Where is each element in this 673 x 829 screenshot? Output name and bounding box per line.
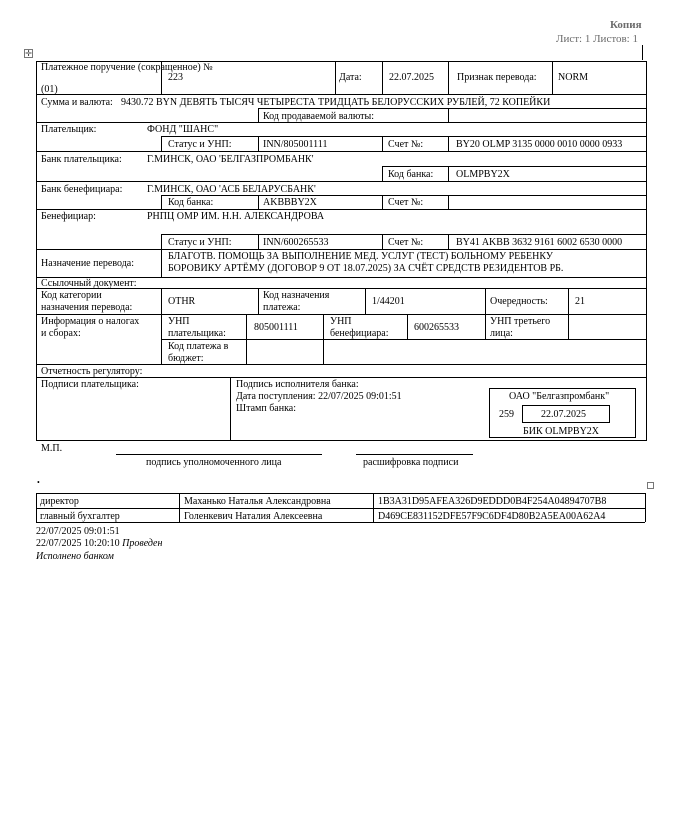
sheet-count: Лист: 1 Листов: 1	[556, 33, 638, 45]
payer-label: Плательщик:	[41, 124, 97, 135]
decryption-signature-line	[356, 454, 473, 455]
beneficiary-bank-account-label: Счет №:	[388, 197, 424, 208]
beneficiary-bank-name: Г.МИНСК, ОАО 'АСБ БЕЛАРУСБАНК'	[147, 184, 316, 195]
payer-account: BY20 OLMP 3135 0000 0010 0000 0933	[456, 139, 623, 150]
order-number-code: (01)	[41, 84, 58, 95]
payment-purpose-label-2: платежа:	[263, 302, 301, 313]
category-label-2: назначения перевода:	[41, 302, 133, 313]
transfer-sign-label: Признак перевода:	[457, 72, 537, 83]
third-party-unp-label-1: УНП третьего	[490, 316, 551, 327]
bullet-marker: •	[37, 478, 40, 487]
payer-account-label: Счет №:	[388, 139, 424, 150]
payer-bank-code-label: Код банка:	[388, 169, 434, 180]
beneficiary-bank-code-label: Код банка:	[168, 197, 214, 208]
taxes-label-2: и сборах:	[41, 328, 81, 339]
stamp-bank-name: ОАО "Белгазпромбанк"	[509, 391, 610, 402]
payment-purpose-label-1: Код назначения	[263, 290, 330, 301]
log-entry-2-status: Проведен	[122, 538, 163, 549]
reference-label: Ссылочный документ:	[41, 278, 137, 289]
date-label: Дата:	[339, 72, 362, 83]
amount-label: Сумма и валюта:	[41, 97, 113, 108]
authorized-signature-line	[116, 454, 322, 455]
move-icon[interactable]: ✛	[25, 49, 32, 58]
category-code: OTHR	[168, 296, 196, 307]
payer-unp-label-1: УНП	[168, 316, 190, 327]
budget-code-label-1: Код платежа в	[168, 341, 229, 352]
purpose-label: Назначение перевода:	[41, 258, 135, 269]
amount-value: 9430.72 BYN ДЕВЯТЬ ТЫСЯЧ ЧЕТЫРЕСТА ТРИДЦАТЬ БЕЛОРУССКИХ РУБЛЕЙ, 72 КОПЕЙКИ	[121, 97, 551, 108]
payer-name: ФОНД "ШАНС"	[147, 124, 219, 135]
signer-hash: D469CE831152DFE57F9C6DF4D80B2A5EA00A62A4	[378, 511, 606, 522]
beneficiary-status-label: Статус и УНП:	[168, 237, 232, 248]
header-tick	[642, 45, 643, 60]
sold-currency-label: Код продаваемой валюты:	[263, 111, 375, 122]
log-entry-2-time: 22/07/2025 10:20:10	[36, 538, 120, 549]
purpose-line-2: БОРОВИКУ АРТЁМУ (ДОГОВОР 9 ОТ 18.07.2025) ЗА СЧЁТ СРЕДСТВ РЕЗИДЕНТОВ РБ.	[168, 263, 564, 274]
payer-status-label: Статус и УНП:	[168, 139, 232, 150]
log-entry-1: 22/07/2025 09:01:51	[36, 526, 120, 537]
purpose-line-1: БЛАГОТВ. ПОМОЩЬ ЗА ВЫПОЛНЕНИЕ МЕД. УСЛУГ (ТЕСТ) БОЛЬНОМУ РЕБЕНКУ	[168, 251, 553, 262]
beneficiary-account: BY41 AKBB 3632 9161 6002 6530 0000	[456, 237, 623, 248]
beneficiary-bank-label: Банк бенефициара:	[41, 184, 123, 195]
budget-code-label-2: бюджет:	[168, 353, 204, 364]
stamp-date: 22.07.2025	[541, 409, 586, 420]
beneficiary-name: РНПЦ ОМР ИМ. Н.Н. АЛЕКСАНДРОВА	[147, 211, 325, 222]
mp-label: М.П.	[41, 443, 63, 454]
payer-bank-code: OLMPBY2X	[456, 169, 510, 180]
stamp-bic: БИК OLMPBY2X	[523, 426, 600, 437]
payer-status-value: INN/805001111	[263, 139, 328, 150]
payer-bank-label: Банк плательщика:	[41, 154, 122, 165]
beneficiary-unp-label-1: УНП	[330, 316, 352, 327]
transfer-sign: NORM	[558, 72, 589, 83]
beneficiary-label: Бенефициар:	[41, 211, 96, 222]
resize-handle-icon[interactable]	[647, 482, 654, 489]
log-entry-2	[36, 538, 162, 549]
authorized-caption: подпись уполномоченного лица	[146, 457, 282, 468]
priority-label: Очередность:	[490, 296, 548, 307]
beneficiary-bank-code: AKBBBY2X	[263, 197, 317, 208]
taxes-label-1: Информация о налогах	[41, 316, 140, 327]
beneficiary-account-label: Счет №:	[388, 237, 424, 248]
stamp-branch: 259	[499, 409, 514, 420]
signer-name: Маханько Наталья Александровна	[184, 496, 331, 507]
beneficiary-status-value: INN/600265533	[263, 237, 329, 248]
copy-label: Копия	[610, 19, 642, 31]
payer-signatures-label: Подписи плательщика:	[41, 379, 139, 390]
beneficiary-unp-label-2: бенефициара:	[330, 328, 389, 339]
order-date: 22.07.2025	[389, 72, 434, 83]
regulator-label: Отчетность регулятору:	[41, 366, 143, 377]
signer-name: Голенкевич Наталия Алексеевна	[184, 511, 323, 522]
payer-unp-value: 805001111	[254, 322, 298, 333]
priority-value: 21	[575, 296, 585, 307]
bank-stamp-label: Штамп банка:	[236, 403, 296, 414]
order-number: 223	[168, 72, 183, 83]
signer-hash: 1B3A31D95AFEA326D9EDDD0B4F254A04894707B8	[378, 496, 607, 507]
order-title: Платежное поручение (сокращенное) №	[41, 62, 213, 73]
payer-unp-label-2: плательщика:	[168, 328, 226, 339]
signer-role: главный бухгалтер	[40, 511, 120, 522]
bank-signature-label: Подпись исполнителя банка:	[236, 379, 359, 390]
beneficiary-unp-value: 600265533	[414, 322, 459, 333]
decryption-caption: расшифровка подписи	[363, 457, 459, 468]
log-entry-3: Исполнено банком	[36, 551, 114, 562]
received-date: Дата поступления: 22/07/2025 09:01:51	[236, 391, 402, 402]
signer-role: директор	[40, 496, 79, 507]
third-party-unp-label-2: лица:	[490, 328, 513, 339]
category-label-1: Код категории	[41, 290, 102, 301]
payment-purpose-code: 1/44201	[372, 296, 405, 307]
payer-bank-name: Г.МИНСК, ОАО 'БЕЛГАЗПРОМБАНК'	[147, 154, 314, 165]
